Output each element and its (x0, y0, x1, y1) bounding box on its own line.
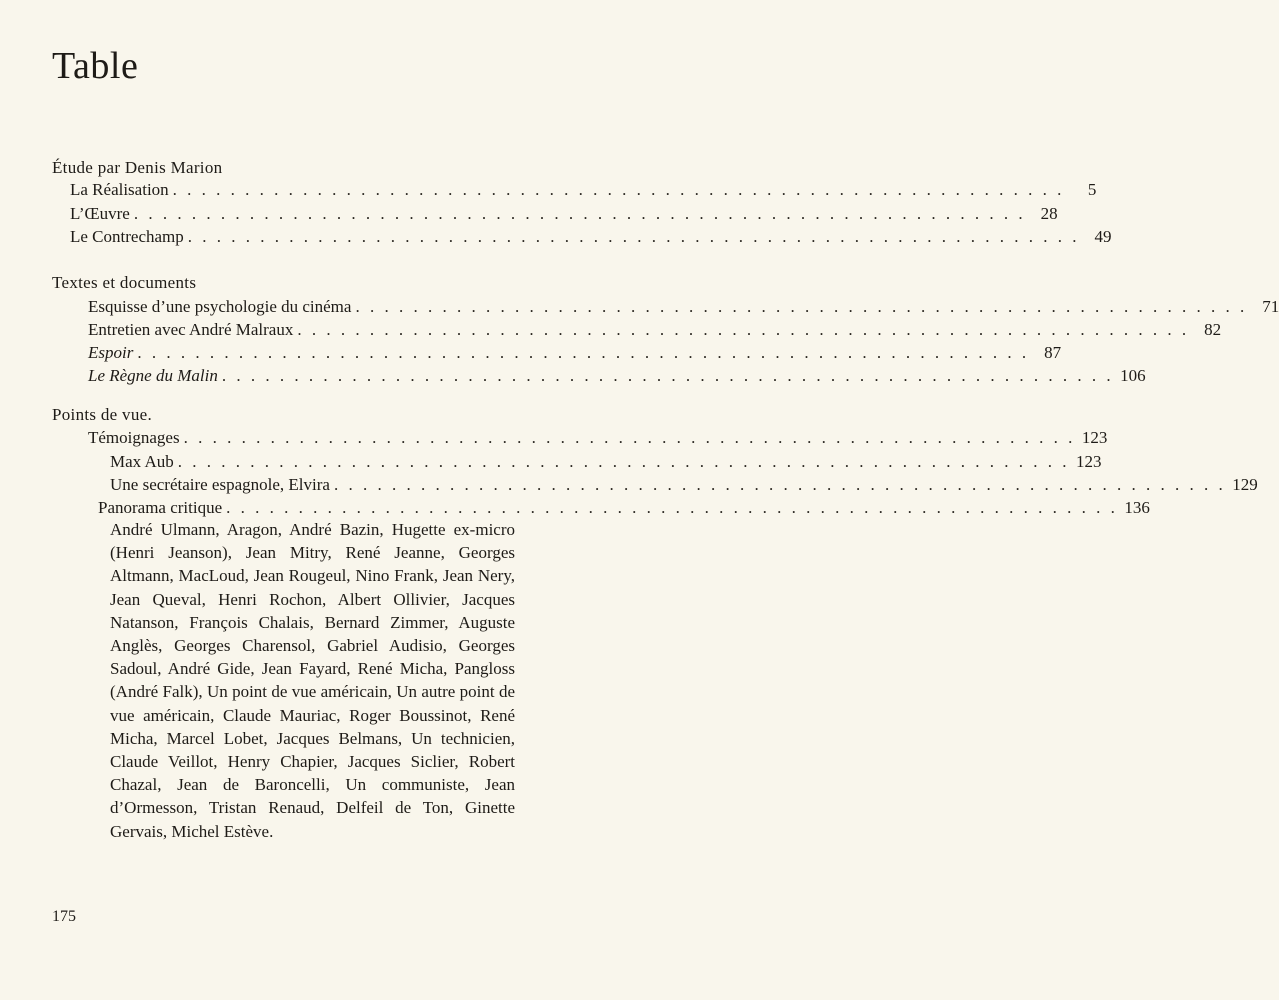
section-title-etude: Étude par Denis Marion (52, 158, 223, 177)
toc-entry-page: 136 (1124, 498, 1150, 517)
toc-entry-label: Panorama critique (98, 498, 223, 517)
toc-entry-temoignages (88, 428, 1108, 448)
toc-entry-contrechamp (70, 227, 1112, 247)
toc-entry-page: 71 (1262, 297, 1279, 316)
toc-entry-esquisse (88, 297, 1279, 317)
toc-entry-label: Entretien avec André Malraux (88, 320, 294, 339)
toc-leader: . . . . . . . . . . . . . . . . . . . . . . . . . . . . . . . . . . . . . . . . . . . . . . . . . . . . . . . . . . . . . . (333, 475, 1226, 494)
toc-entry-realisation (70, 180, 1097, 200)
toc-entry-page: 5 (1087, 180, 1097, 199)
toc-entry-label: Le Contrechamp (70, 227, 184, 246)
toc-leader: . . . . . . . . . . . . . . . . . . . . . . . . . . . . . . . . . . . . . . . . . . . . . . . . . . . . . . . . . . . . . . (133, 204, 1026, 223)
toc-entry-secretaire-espagnole (110, 475, 1258, 495)
toc-entry-page: 87 (1044, 343, 1062, 362)
toc-entry-entretien (88, 320, 1222, 340)
toc-entry-page: 106 (1120, 366, 1146, 385)
toc-entry-panorama-critique (98, 498, 1150, 518)
toc-leader: . . . . . . . . . . . . . . . . . . . . . . . . . . . . . . . . . . . . . . . . . . . . . . . . . . . . . . . . . . . . . . (226, 498, 1118, 517)
toc-entry-page: 49 (1094, 227, 1112, 246)
page-number: 175 (52, 908, 76, 925)
toc-entry-label: L’Œuvre (70, 204, 130, 223)
toc-entry-label: Espoir (88, 343, 134, 362)
toc-leader: . . . . . . . . . . . . . . . . . . . . . . . . . . . . . . . . . . . . . . . . . . . . . . . . . . . . . . . . . . . . . . (221, 366, 1114, 385)
toc-leader: . . . . . . . . . . . . . . . . . . . . . . . . . . . . . . . . . . . . . . . . . . . . . . . . . . . . . . . . . . . . . . (183, 428, 1076, 447)
toc-entry-page: 28 (1040, 204, 1058, 223)
toc-leader: . . . . . . . . . . . . . . . . . . . . . . . . . . . . . . . . . . . . . . . . . . . . . . . . . . . . . . . . . . . . . . (355, 297, 1248, 316)
toc-entry-label: Le Règne du Malin (88, 366, 218, 385)
section-title-textes: Textes et documents (52, 273, 197, 292)
panorama-critique-authors: André Ulmann, Aragon, André Bazin, Hugette ex-micro (Henri Jeanson), Jean Mitry, René Jeanne, Georges Altmann, MacLoud, Jean Rougeul, Nino Frank, Jean Nery, Jean Queval, Henri Rochon, Albert Ollivier, Jacques Natanson, François Chalais, Bernard Zimmer, Auguste Anglès, Georges Charensol, Gabriel Audisio, Georges Sadoul, André Gide, Jean Fayard, René Micha, Pangloss (André Falk), Un point de vue américain, Un autre point de vue américain, Claude Mauriac, Roger Boussinot, René Micha, Marcel Lobet, Jacques Belmans, Un technicien, Claude Veillot, Henry Chapier, Jacques Siclier, Robert Chazal, Jean de Baroncelli, Un communiste, Jean d’Ormesson, Tristan Renaud, Delfeil de Ton, Ginette Gervais, Michel Estève. (110, 520, 515, 841)
toc-entry-label: Esquisse d’une psychologie du cinéma (88, 297, 352, 316)
toc-leader: . . . . . . . . . . . . . . . . . . . . . . . . . . . . . . . . . . . . . . . . . . . . . . . . . . . . . . . . . . . . . . (137, 343, 1030, 362)
toc-leader: . . . . . . . . . . . . . . . . . . . . . . . . . . . . . . . . . . . . . . . . . . . . . . . . . . . . . . . . . . . . . . (172, 180, 1065, 199)
toc-entry-page: 123 (1081, 428, 1108, 447)
toc-entry-max-aub (110, 452, 1102, 472)
toc-leader: . . . . . . . . . . . . . . . . . . . . . . . . . . . . . . . . . . . . . . . . . . . . . . . . . . . . . . . . . . . . . . (297, 320, 1190, 339)
toc-entry-label: Une secrétaire espagnole, Elvira (110, 475, 330, 494)
toc-entry-page: 129 (1232, 475, 1258, 494)
toc-entry-page: 82 (1204, 320, 1222, 339)
page-title: Table (52, 45, 139, 87)
toc-entry-espoir (88, 343, 1062, 363)
toc-leader: . . . . . . . . . . . . . . . . . . . . . . . . . . . . . . . . . . . . . . . . . . . . . . . . . . . . . . . . . . . . . . (187, 227, 1080, 246)
toc-entry-page: 123 (1076, 452, 1102, 471)
toc-entry-label: Max Aub (110, 452, 174, 471)
toc-entry-regne-du-malin (88, 366, 1146, 386)
section-title-points-de-vue: Points de vue. (52, 405, 153, 424)
toc-entry-oeuvre (70, 204, 1058, 224)
toc-leader: . . . . . . . . . . . . . . . . . . . . . . . . . . . . . . . . . . . . . . . . . . . . . . . . . . . . . . . . . . . . . . (177, 452, 1070, 471)
toc-entry-label: La Réalisation (70, 180, 169, 199)
toc-entry-label: Témoignages (88, 428, 180, 447)
